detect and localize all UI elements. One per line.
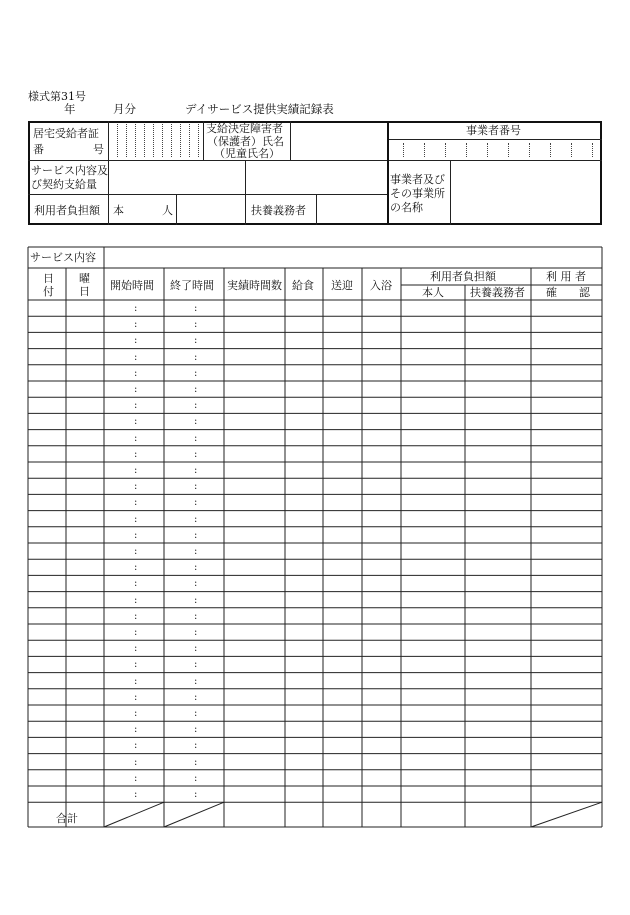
col-day-b: 付 <box>43 285 54 298</box>
records-grid <box>28 247 602 827</box>
vline-2 <box>203 121 204 160</box>
start-time-separator: : <box>134 448 138 460</box>
end-time-separator: : <box>194 610 198 622</box>
col-burden-self: 本人 <box>422 286 444 299</box>
start-time-separator: : <box>134 659 138 671</box>
decision-person-label-3: （児童氏名） <box>214 147 280 160</box>
end-time-separator: : <box>194 546 198 557</box>
total-diagonal <box>164 802 224 827</box>
provider-name-field[interactable] <box>451 161 601 224</box>
decision-person-label-2: （保護者）氏名 <box>207 135 284 148</box>
end-time-separator: : <box>194 789 198 800</box>
form-number: 様式第31号 <box>28 90 86 103</box>
start-time-separator: : <box>134 789 138 800</box>
end-time-separator: : <box>194 367 198 379</box>
end-time-separator: : <box>194 448 198 460</box>
end-time-separator: : <box>194 481 198 493</box>
end-time-separator: : <box>194 627 198 638</box>
col-day-a: 日 <box>43 272 54 285</box>
start-time-separator: : <box>134 465 138 476</box>
col-actual-hours: 実績時間数 <box>227 279 282 292</box>
start-time-separator: : <box>134 643 138 655</box>
service-content-label: サービス内容 <box>30 251 96 264</box>
provider-name-label-1: 事業者及び <box>390 173 445 186</box>
self-label-nin: 人 <box>162 204 173 217</box>
provider-name-label-2: その事業所 <box>390 187 445 200</box>
col-start-time: 開始時間 <box>110 279 154 292</box>
start-time-separator: : <box>134 529 138 541</box>
service-contract-label-1: サービス内容及 <box>31 164 108 177</box>
start-time-separator: : <box>134 740 138 752</box>
end-time-separator: : <box>194 643 198 655</box>
start-time-separator: : <box>134 432 138 444</box>
end-time-separator: : <box>194 756 198 768</box>
start-time-separator: : <box>134 594 138 606</box>
end-time-separator: : <box>194 740 198 752</box>
vline-4 <box>108 160 109 225</box>
year-label: 年 <box>64 102 76 116</box>
total-label: 合計 <box>56 812 78 825</box>
end-time-separator: : <box>194 303 198 314</box>
col-weekday-a: 曜 <box>79 272 90 285</box>
col-transport: 送迎 <box>331 279 353 292</box>
col-user-confirm-b: 確 認 <box>546 286 590 299</box>
end-time-separator: : <box>194 529 198 541</box>
end-time-separator: : <box>194 675 198 687</box>
start-time-separator: : <box>134 578 138 590</box>
end-time-separator: : <box>194 384 198 395</box>
start-time-separator: : <box>134 772 138 784</box>
start-time-separator: : <box>134 367 138 379</box>
total-diagonal <box>104 802 164 827</box>
provider-number-boxes[interactable] <box>387 140 602 160</box>
guardian-label: 扶養義務者 <box>251 204 306 217</box>
start-time-separator: : <box>134 708 138 719</box>
start-time-separator: : <box>134 384 138 395</box>
start-time-separator: : <box>134 303 138 314</box>
provider-name-label-3: の名称 <box>390 201 423 214</box>
end-time-separator: : <box>194 659 198 671</box>
vline-6 <box>176 194 177 225</box>
user-burden-label: 利用者負担額 <box>34 204 100 217</box>
end-time-separator: : <box>194 691 198 703</box>
end-time-separator: : <box>194 416 198 428</box>
start-time-separator: : <box>134 546 138 557</box>
recipient-cert-label-go: 号 <box>93 143 104 156</box>
vline-center <box>387 121 389 225</box>
vline-5 <box>245 160 246 225</box>
end-time-separator: : <box>194 465 198 476</box>
end-time-separator: : <box>194 594 198 606</box>
end-time-separator: : <box>194 708 198 719</box>
end-time-separator: : <box>194 319 198 331</box>
start-time-separator: : <box>134 351 138 363</box>
col-user-burden: 利用者負担額 <box>430 270 496 283</box>
start-time-separator: : <box>134 416 138 428</box>
col-weekday-b: 日 <box>79 285 90 298</box>
start-time-separator: : <box>134 627 138 638</box>
start-time-separator: : <box>134 562 138 574</box>
decision-person-label-1: 支給決定障害者 <box>206 122 283 135</box>
start-time-separator: : <box>134 675 138 687</box>
col-end-time: 終了時間 <box>170 279 214 292</box>
service-contract-label-2: び契約支給量 <box>31 178 97 191</box>
header-row-divider-2 <box>28 194 387 195</box>
end-time-separator: : <box>194 562 198 574</box>
col-burden-guardian: 扶養義務者 <box>470 286 525 299</box>
self-label-hon: 本 <box>113 204 124 217</box>
start-time-separator: : <box>134 481 138 493</box>
start-time-separator: : <box>134 497 138 509</box>
col-meal: 給食 <box>292 279 314 292</box>
col-user-confirm-a: 利 用 者 <box>546 270 586 283</box>
end-time-separator: : <box>194 335 198 347</box>
start-time-separator: : <box>134 691 138 703</box>
person-name-field[interactable] <box>291 122 386 159</box>
provider-number-label: 事業者番号 <box>466 124 521 137</box>
recipient-cert-label: 居宅受給者証 <box>33 127 99 140</box>
start-time-separator: : <box>134 724 138 736</box>
start-time-separator: : <box>134 513 138 525</box>
form-title: デイサービス提供実績記録表 <box>185 102 334 116</box>
cert-number-boxes[interactable] <box>108 121 203 160</box>
col-bath: 入浴 <box>370 279 392 292</box>
start-time-separator: : <box>134 400 138 412</box>
end-time-separator: : <box>194 724 198 736</box>
month-label: 月分 <box>113 102 136 116</box>
records-table <box>28 247 602 827</box>
end-time-separator: : <box>194 432 198 444</box>
end-time-separator: : <box>194 351 198 363</box>
start-time-separator: : <box>134 756 138 768</box>
total-diagonal <box>531 802 602 827</box>
start-time-separator: : <box>134 319 138 331</box>
end-time-separator: : <box>194 772 198 784</box>
start-time-separator: : <box>134 335 138 347</box>
recipient-cert-label-ban: 番 <box>33 143 44 156</box>
end-time-separator: : <box>194 513 198 525</box>
end-time-separator: : <box>194 497 198 509</box>
end-time-separator: : <box>194 578 198 590</box>
start-time-separator: : <box>134 610 138 622</box>
vline-7 <box>316 194 317 225</box>
end-time-separator: : <box>194 400 198 412</box>
